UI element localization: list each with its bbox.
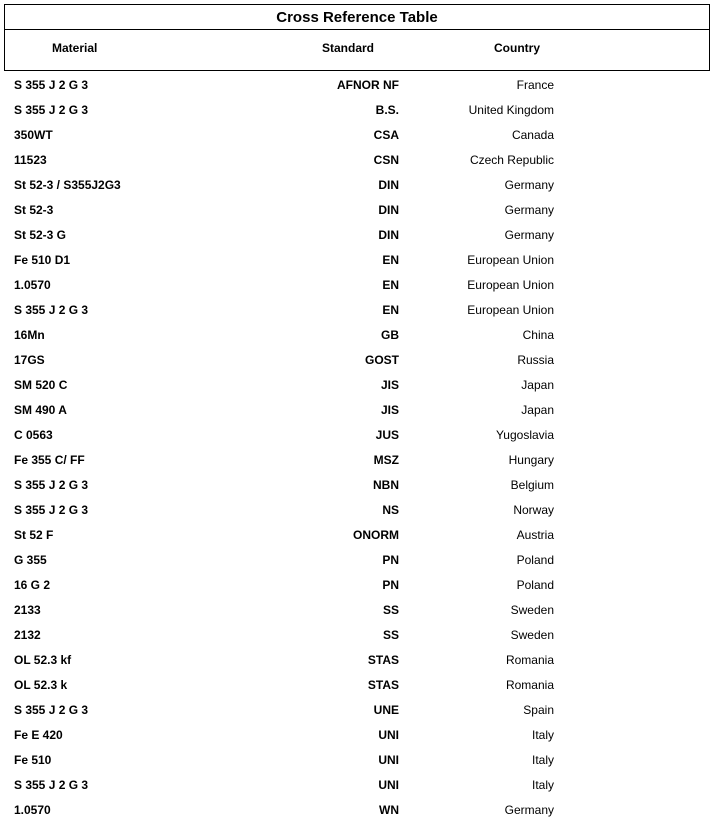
material-cell: 11523 xyxy=(14,153,47,167)
standard-cell: NBN xyxy=(373,478,399,492)
country-cell: European Union xyxy=(467,278,554,292)
country-cell: Romania xyxy=(505,678,554,692)
standard-cell: MSZ xyxy=(373,453,399,467)
standard-cell: UNE xyxy=(373,703,399,717)
country-cell: Japan xyxy=(521,378,554,392)
material-cell: 2133 xyxy=(14,603,41,617)
table-row xyxy=(0,472,712,497)
material-cell: 1.0570 xyxy=(14,803,51,817)
material-cell: 2132 xyxy=(14,628,41,642)
country-cell: France xyxy=(516,78,554,92)
country-cell: Canada xyxy=(511,128,554,142)
material-cell: OL 52.3 k xyxy=(14,678,68,692)
material-cell: 350WT xyxy=(14,128,53,142)
table-row xyxy=(0,522,712,547)
standard-cell: EN xyxy=(382,303,399,317)
country-cell: Germany xyxy=(504,803,554,817)
standard-cell: DIN xyxy=(378,228,399,242)
table-row xyxy=(0,572,712,597)
standard-cell: DIN xyxy=(378,203,399,217)
material-cell: Fe E 420 xyxy=(14,728,63,742)
material-cell: OL 52.3 kf xyxy=(14,653,72,667)
country-cell: Germany xyxy=(504,203,554,217)
material-cell: Fe 510 D1 xyxy=(14,253,71,267)
standard-cell: SS xyxy=(382,603,399,617)
country-cell: Italy xyxy=(531,728,554,742)
table-row xyxy=(0,172,712,197)
standard-cell: STAS xyxy=(367,653,399,667)
column-header-standard: Standard xyxy=(322,41,375,55)
table-row xyxy=(0,497,712,522)
material-cell: Fe 355 C/ FF xyxy=(14,453,85,467)
table-row xyxy=(0,722,712,747)
material-cell: S 355 J 2 G 3 xyxy=(14,478,89,492)
standard-cell: JIS xyxy=(380,403,399,417)
country-cell: Romania xyxy=(505,653,554,667)
material-cell: S 355 J 2 G 3 xyxy=(14,503,89,517)
table-header-frame xyxy=(4,4,710,71)
table-body xyxy=(0,72,712,822)
standard-cell: NS xyxy=(382,503,399,517)
country-cell: China xyxy=(522,328,554,342)
table-row xyxy=(0,372,712,397)
standard-cell: EN xyxy=(382,278,399,292)
table-row xyxy=(0,422,712,447)
country-cell: Sweden xyxy=(510,628,554,642)
country-cell: Germany xyxy=(504,228,554,242)
standard-cell: SS xyxy=(382,628,399,642)
country-cell: Norway xyxy=(513,503,554,517)
table-row xyxy=(0,197,712,222)
standard-cell: B.S. xyxy=(375,103,399,117)
table-row xyxy=(0,747,712,772)
country-cell: Czech Republic xyxy=(469,153,554,167)
country-cell: Japan xyxy=(521,403,554,417)
material-cell: S 355 J 2 G 3 xyxy=(14,303,89,317)
standard-cell: GOST xyxy=(364,353,399,367)
table-row xyxy=(0,97,712,122)
country-cell: Spain xyxy=(523,703,554,717)
material-cell: SM 520 C xyxy=(14,378,68,392)
material-cell: St 52-3 xyxy=(14,203,54,217)
country-cell: Hungary xyxy=(508,453,554,467)
country-cell: United Kingdom xyxy=(468,103,554,117)
standard-cell: WN xyxy=(379,803,399,817)
table-row xyxy=(0,622,712,647)
table-row xyxy=(0,222,712,247)
country-cell: Germany xyxy=(504,178,554,192)
material-cell: S 355 J 2 G 3 xyxy=(14,78,89,92)
standard-cell: CSN xyxy=(373,153,399,167)
country-cell: Yugoslavia xyxy=(495,428,554,442)
table-row xyxy=(0,447,712,472)
table-row xyxy=(0,547,712,572)
country-cell: Belgium xyxy=(510,478,554,492)
material-cell: S 355 J 2 G 3 xyxy=(14,778,89,792)
country-cell: Italy xyxy=(531,753,554,767)
standard-cell: AFNOR NF xyxy=(337,78,399,92)
country-cell: Sweden xyxy=(510,603,554,617)
country-cell: Poland xyxy=(516,578,554,592)
standard-cell: UNI xyxy=(378,728,399,742)
table-row xyxy=(0,697,712,722)
material-cell: St 52 F xyxy=(14,528,54,542)
standard-cell: EN xyxy=(382,253,399,267)
table-title: Cross Reference Table xyxy=(5,5,709,30)
column-header-material: Material xyxy=(52,41,98,55)
material-cell: 1.0570 xyxy=(14,278,51,292)
country-cell: Russia xyxy=(517,353,554,367)
material-cell: C 0563 xyxy=(14,428,53,442)
table-row xyxy=(0,122,712,147)
country-cell: Italy xyxy=(531,778,554,792)
table-row xyxy=(0,672,712,697)
standard-cell: STAS xyxy=(367,678,399,692)
standard-cell: CSA xyxy=(373,128,399,142)
material-cell: 16 G 2 xyxy=(14,578,51,592)
standard-cell: PN xyxy=(382,553,399,567)
country-cell: European Union xyxy=(467,253,554,267)
material-cell: S 355 J 2 G 3 xyxy=(14,703,89,717)
table-row xyxy=(0,647,712,672)
standard-cell: UNI xyxy=(378,753,399,767)
table-row xyxy=(0,322,712,347)
table-row xyxy=(0,797,712,822)
table-row xyxy=(0,347,712,372)
country-cell: European Union xyxy=(467,303,554,317)
standard-cell: UNI xyxy=(378,778,399,792)
table-row xyxy=(0,772,712,797)
standard-cell: ONORM xyxy=(353,528,399,542)
country-cell: Austria xyxy=(516,528,554,542)
table-row xyxy=(0,72,712,97)
material-cell: S 355 J 2 G 3 xyxy=(14,103,89,117)
country-cell: Poland xyxy=(516,553,554,567)
material-cell: 16Mn xyxy=(14,328,45,342)
standard-cell: JIS xyxy=(380,378,399,392)
table-row xyxy=(0,297,712,322)
table-row xyxy=(0,147,712,172)
standard-cell: DIN xyxy=(378,178,399,192)
column-header-country: Country xyxy=(494,41,540,55)
material-cell: Fe 510 xyxy=(14,753,52,767)
standard-cell: GB xyxy=(381,328,399,342)
table-row xyxy=(0,272,712,297)
material-cell: St 52-3 / S355J2G3 xyxy=(14,178,121,192)
standard-cell: JUS xyxy=(375,428,399,442)
table-row xyxy=(0,597,712,622)
standard-cell: PN xyxy=(382,578,399,592)
table-row xyxy=(0,397,712,422)
material-cell: 17GS xyxy=(14,353,45,367)
table-row xyxy=(0,247,712,272)
material-cell: G 355 xyxy=(14,553,47,567)
material-cell: SM 490 A xyxy=(14,403,67,417)
material-cell: St 52-3 G xyxy=(14,228,67,242)
